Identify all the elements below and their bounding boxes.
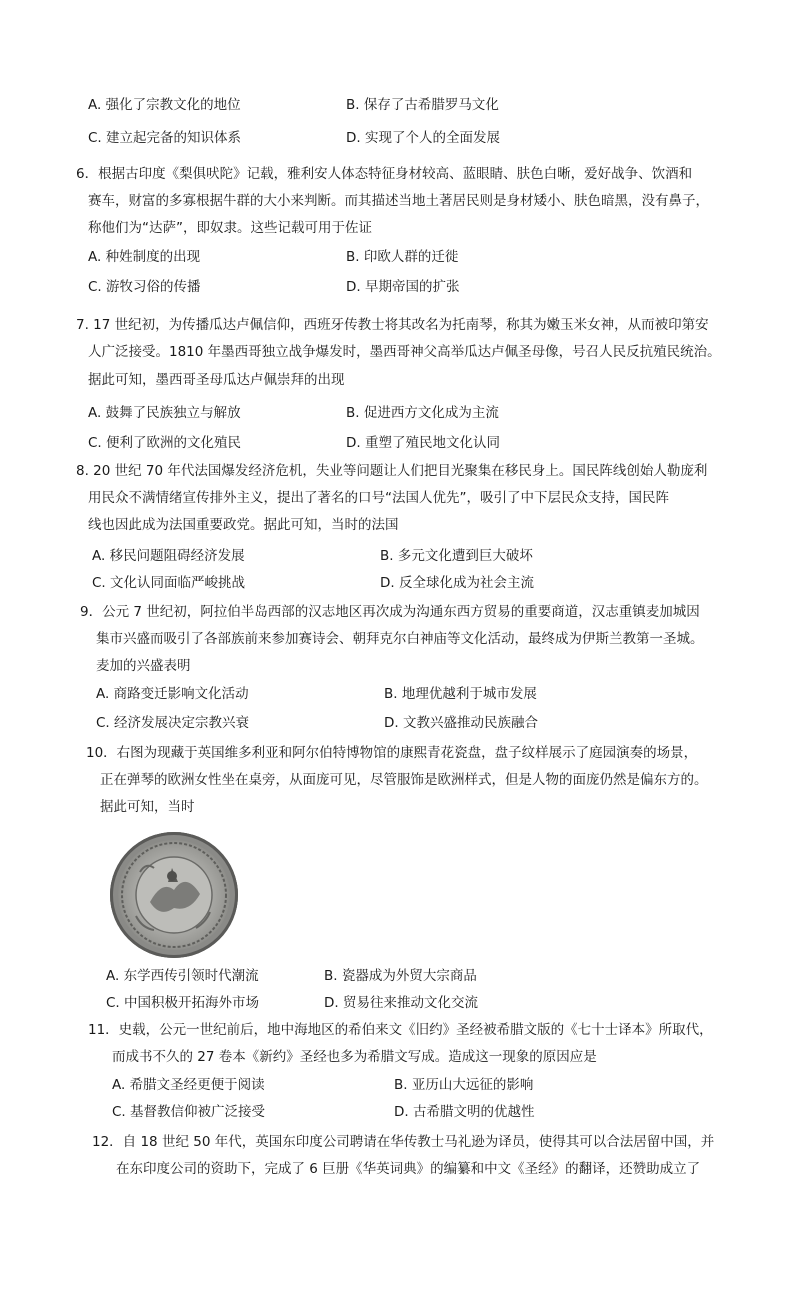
q6-option-c: C. 游牧习俗的传播 [88,279,201,295]
q9-stem-line: 9．公元 7 世纪初，阿拉伯半岛西部的汉志地区再次成为沟通东西方贸易的重要商道，汉志重镇麦加城因 [80,604,700,620]
q11-option-d: D. 古希腊文明的优越性 [394,1104,535,1120]
q6-option-a: A. 种姓制度的出现 [88,249,201,265]
q8-stem-line: 线也因此成为法国重要政党。据此可知，当时的法国 [88,517,399,533]
q8-option-d: D. 反全球化成为社会主流 [380,575,534,591]
q10-option-d: D. 贸易往来推动文化交流 [324,995,478,1011]
q10-option-c: C. 中国积极开拓海外市场 [106,995,260,1011]
q7-option-c: C. 便利了欧洲的文化殖民 [88,435,242,451]
q10-stem-line: 10．右图为现藏于英国维多利亚和阿尔伯特博物馆的康熙青花瓷盘，盘子纹样展示了庭园演奏的场景， [86,745,698,761]
q10-option-a: A. 东学西传引领时代潮流 [106,968,259,984]
porcelain-plate-image [110,832,238,958]
q12-stem-line: 12．自 18 世纪 50 年代，英国东印度公司聘请在华传教士马礼逊为译员，使得其可以合法居留中国，并 [92,1134,715,1150]
q10-option-b: B. 瓷器成为外贸大宗商品 [324,968,477,984]
q6-option-d: D. 早期帝国的扩张 [346,279,460,295]
q8-option-c: C. 文化认同面临严峻挑战 [92,575,246,591]
q10-stem-line: 据此可知，当时 [100,799,195,815]
q7-option-b: B. 促进西方文化成为主流 [346,405,499,421]
q9-stem-line: 集市兴盛而吸引了各部族前来参加赛诗会、朝拜克尔白神庙等文化活动，最终成为伊斯兰教第一圣城。 [96,631,704,647]
q9-option-b: B. 地理优越利于城市发展 [384,686,537,702]
q6-option-b: B. 印欧人群的迁徙 [346,249,459,265]
q7-stem-line: 人广泛接受。1810 年墨西哥独立战争爆发时，墨西哥神父高举瓜达卢佩圣母像，号召人民反抗殖民统治。 [88,344,721,360]
q5-option-a: A. 强化了宗教文化的地位 [88,97,241,113]
q10-stem-line: 正在弹琴的欧洲女性坐在桌旁，从面庞可见，尽管服饰是欧洲样式，但是人物的面庞仍然是偏东方的。 [100,772,708,788]
q7-option-a: A. 鼓舞了民族独立与解放 [88,405,241,421]
q7-stem-line: 7. 17 世纪初，为传播瓜达卢佩信仰，西班牙传教士将其改名为托南琴，称其为嫩玉米女神，从而被印第安 [76,317,709,333]
q6-stem-line: 赛车，财富的多寡根据牛群的大小来判断。而其描述当地土著居民则是身材矮小、肤色暗黑，没有鼻子， [88,193,709,209]
q9-option-d: D. 文教兴盛推动民族融合 [384,715,538,731]
q11-stem-line: 11．史载，公元一世纪前后，地中海地区的希伯来文《旧约》圣经被希腊文版的《七十士译本》所取代， [88,1022,713,1038]
q11-option-b: B. 亚历山大远征的影响 [394,1077,534,1093]
q9-option-c: C. 经济发展决定宗教兴衰 [96,715,250,731]
q9-stem-line: 麦加的兴盛表明 [96,658,191,674]
q12-stem-line: 在东印度公司的资助下，完成了 6 巨册《华英词典》的编纂和中文《圣经》的翻译，还赞助成立了 [116,1161,701,1177]
q11-option-c: C. 基督教信仰被广泛接受 [112,1104,266,1120]
q8-stem-line: 用民众不满情绪宣传排外主义，提出了著名的口号“法国人优先”，吸引了中下层民众支持，国民阵 [88,490,669,506]
q5-option-b: B. 保存了古希腊罗马文化 [346,97,499,113]
q8-option-a: A. 移民问题阻碍经济发展 [92,548,245,564]
plate-pattern-icon [110,832,238,958]
q5-option-d: D. 实现了个人的全面发展 [346,130,500,146]
q7-stem-line: 据此可知，墨西哥圣母瓜达卢佩崇拜的出现 [88,372,345,388]
q6-stem-line: 6．根据古印度《梨俱吠陀》记载，雅利安人体态特征身材较高、蓝眼睛、肤色白晰，爱好战争、饮酒和 [76,166,693,182]
q11-stem-line: 而成书不久的 27 卷本《新约》圣经也多为希腊文写成。造成这一现象的原因应是 [112,1049,597,1065]
q9-option-a: A. 商路变迁影响文化活动 [96,686,249,702]
q5-option-c: C. 建立起完备的知识体系 [88,130,242,146]
q6-stem-line: 称他们为“达萨”，即奴隶。这些记载可用于佐证 [88,220,372,236]
q11-option-a: A. 希腊文圣经更便于阅读 [112,1077,265,1093]
q7-option-d: D. 重塑了殖民地文化认同 [346,435,500,451]
q8-option-b: B. 多元文化遭到巨大破坏 [380,548,533,564]
q8-stem-line: 8. 20 世纪 70 年代法国爆发经济危机，失业等问题让人们把目光聚集在移民身上。国民阵线创始人勒庞利 [76,463,708,479]
